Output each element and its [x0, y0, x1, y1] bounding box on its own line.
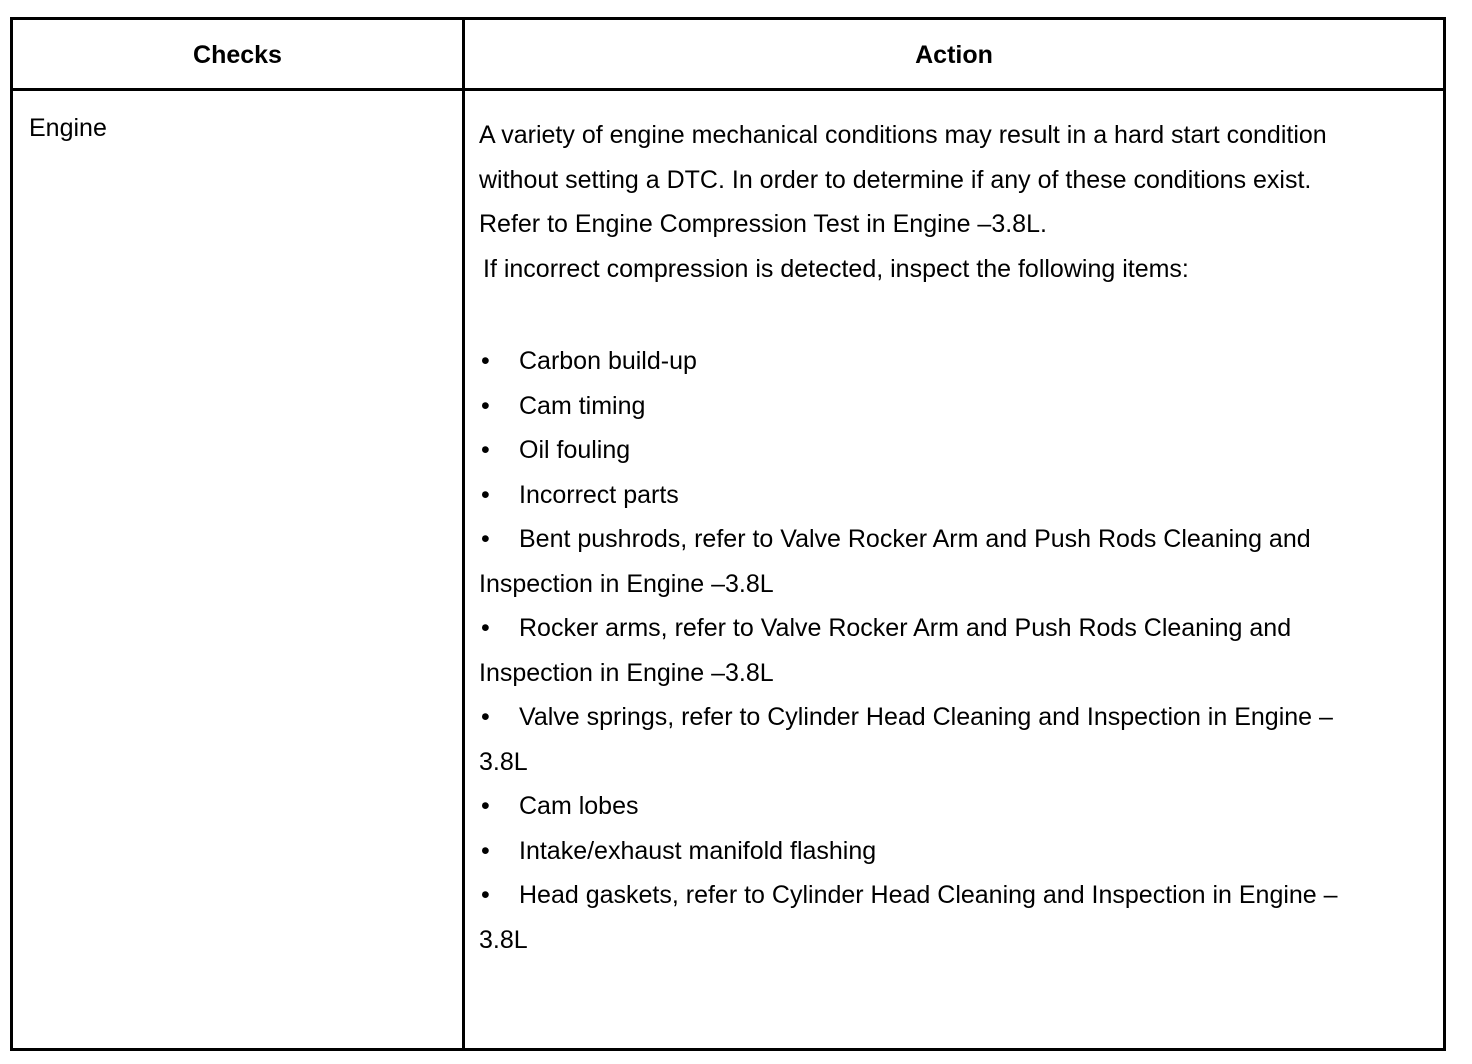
header-action: Action: [915, 41, 993, 69]
list-item: [479, 473, 1339, 518]
bullet-icon: •: [481, 436, 490, 464]
column-divider: [462, 20, 465, 1048]
list-item: [479, 695, 1339, 784]
list-item: [479, 428, 1339, 473]
bullet-icon: •: [481, 792, 490, 820]
bullet-icon: •: [481, 703, 490, 731]
list-item: [479, 606, 1339, 695]
list-item-text: Intake/exhaust manifold flashing: [519, 836, 877, 865]
bullet-icon: •: [481, 881, 490, 909]
header-divider: [13, 88, 1443, 91]
list-item: [479, 784, 1339, 829]
list-item-text: Rocker arms, refer to Valve Rocker Arm and Push Rods Cleaning and Inspection in Engine –3.8L: [479, 614, 1292, 687]
list-item: [479, 873, 1339, 962]
action-intro-tail: If incorrect compression is detected, inspect the following items:: [483, 254, 1189, 283]
list-item-text: Valve springs, refer to Cylinder Head Cleaning and Inspection in Engine –3.8L: [479, 703, 1333, 776]
list-item: [479, 384, 1339, 429]
list-item: [479, 339, 1339, 384]
list-item-text: Carbon build-up: [519, 347, 697, 375]
list-item-text: Bent pushrods, refer to Valve Rocker Arm and Push Rods Cleaning and Inspection in Engine –3.8L: [479, 525, 1311, 598]
list-item-text: Head gaskets, refer to Cylinder Head Cleaning and Inspection in Engine –3.8L: [479, 881, 1338, 954]
list-item: [479, 829, 1339, 874]
checks-action-table: [10, 17, 1446, 1051]
action-intro: A variety of engine mechanical conditions may result in a hard start condition without setting a DTC. In order to determine if any of these conditions exist. Refer to Engine Compression Test in Engine –3.8L.: [479, 121, 1327, 238]
check-cell-engine: Engine: [29, 114, 107, 142]
bullet-icon: •: [481, 391, 490, 420]
list-item: [479, 517, 1339, 606]
bullet-icon: •: [481, 525, 490, 553]
bullet-icon: •: [481, 480, 490, 509]
bullet-icon: •: [481, 614, 490, 642]
bullet-icon: •: [481, 836, 490, 865]
list-item-text: Cam lobes: [519, 792, 639, 820]
list-item-text: Incorrect parts: [519, 480, 679, 509]
inspection-list: [479, 339, 1339, 962]
header-checks: Checks: [193, 41, 282, 69]
action-cell-engine: [479, 113, 1339, 962]
list-item-text: Oil fouling: [519, 436, 631, 464]
bullet-icon: •: [481, 347, 490, 375]
list-item-text: Cam timing: [519, 391, 646, 420]
